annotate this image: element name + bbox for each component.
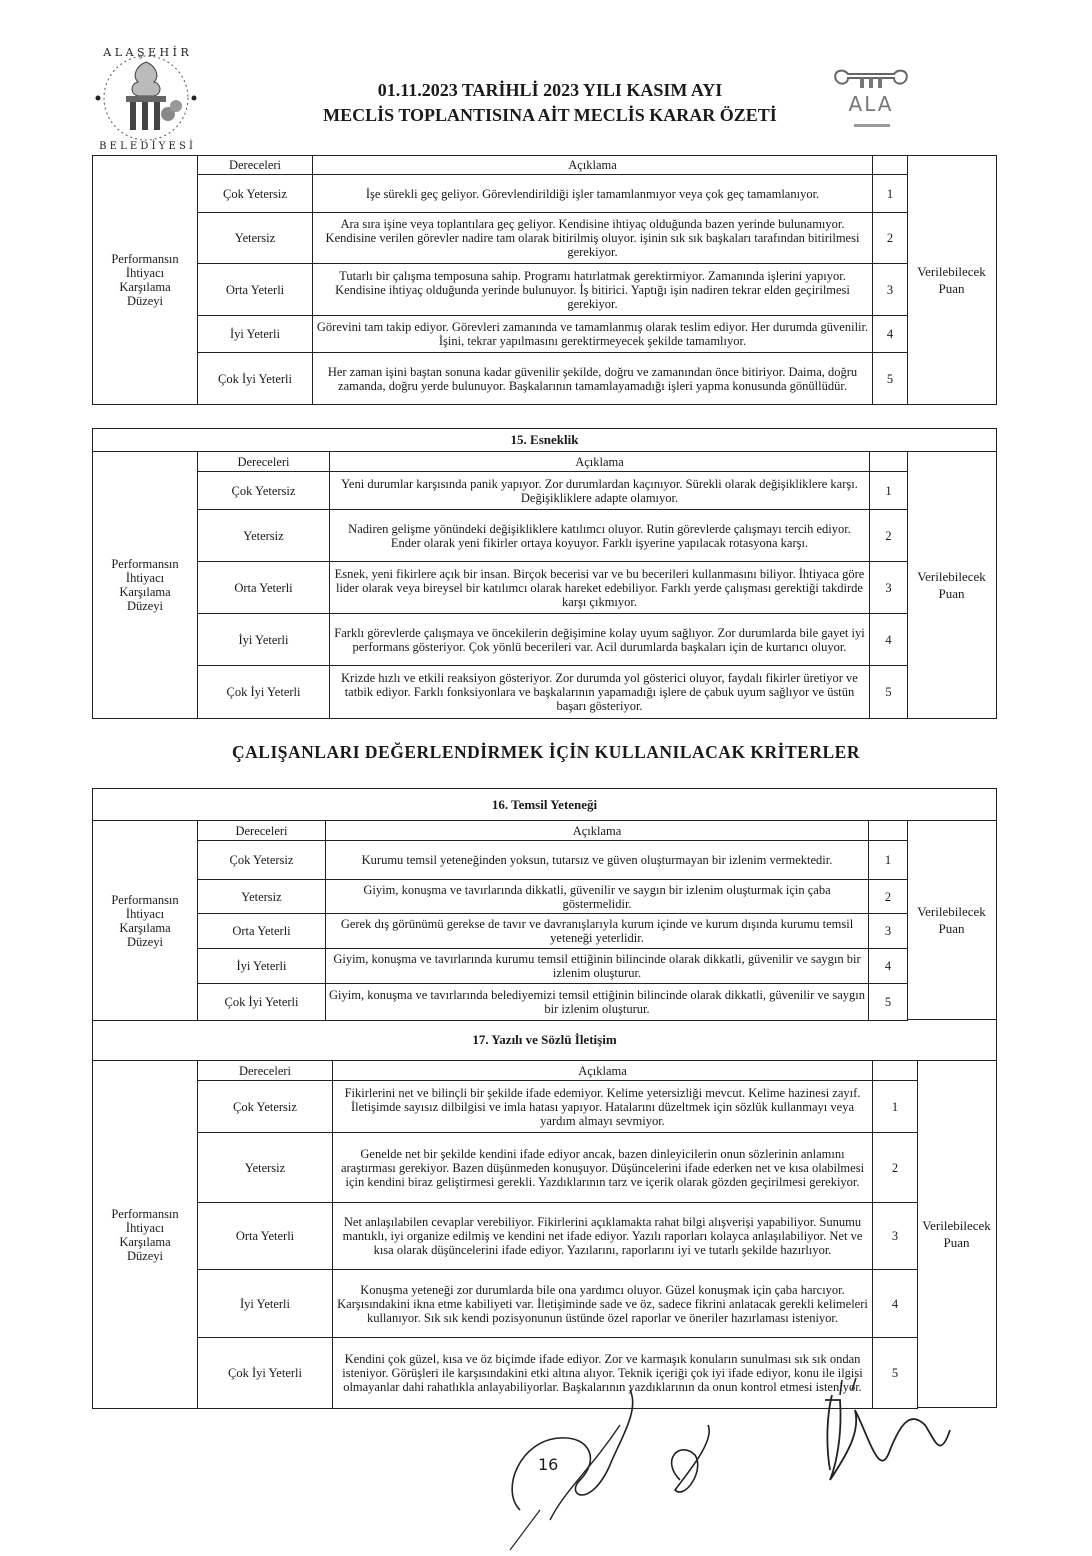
point-value: 4 (873, 1270, 918, 1338)
point-value: 1 (873, 175, 908, 213)
criteria-table-14 (92, 155, 908, 405)
description-header: Açıklama (313, 156, 873, 175)
document-title-line2: MECLİS TOPLANTISINA AİT MECLİS KARAR ÖZETİ (323, 105, 777, 125)
description-cell: İşe sürekli geç geliyor. Görevlendirildiği işler tamamlanmıyor veya çok geç tamamlanıyor. (313, 175, 873, 213)
point-value: 3 (873, 1203, 918, 1270)
degree-header: Dereceleri (198, 1061, 333, 1081)
municipality-seal (92, 40, 200, 152)
point-value: 1 (873, 1081, 918, 1133)
description-cell: Kendini çok güzel, kısa ve öz biçimde ifade ediyor. Zor ve karmaşık konuların sunulması sık sık ondan isteniyor. Görüşleri ile karşısındakini etki altına alıyor. Teknik içeriği çok iyi ifade ediyor, konu ile ilgisi olmayanlar dahi rahatlıkla anlayabiliyorlar. Başkalarının yazdıklarının da onun kontrol etmesi isteniyor. (333, 1338, 873, 1409)
point-value: 1 (870, 472, 908, 510)
grade-label: Çok Yetersiz (198, 841, 326, 880)
grade-label: Orta Yeterli (198, 562, 330, 614)
description-cell: Ara sıra işine veya toplantılara geç geliyor. Kendisine ihtiyaç olduğunda bazen yerinde bulunamıyor. Kendisine verilen görevler nadire tam olarak bitirilmiş oluyor. işinin sık sık başkaları tarafından bitirilmesi gerekiyor. (313, 213, 873, 264)
description-cell: Giyim, konuşma ve tavırlarında dikkatli, güvenilir ve saygın bir izlenim oluşturmak için çaba göstermelidir. (326, 880, 869, 914)
point-value: 4 (873, 316, 908, 353)
description-cell: Esnek, yeni fikirlere açık bir insan. Birçok becerisi var ve bu becerileri kullanmasını biliyor. İhtiyaca göre lider olarak veya bireysel bir katılımcı olarak hareket edebiliyor. Farklı yerde çalışması gerektiği takdirde karşı çıkmıyor. (330, 562, 870, 614)
description-cell: Nadiren gelişme yönündeki değişikliklere katılımcı oluyor. Rutin görevlerde çalışmayı tercih ediyor. Ender olarak yeni fikirler ortaya koyuyor. Farklı işyerine yapılacak rotasyona karşı. (330, 510, 870, 562)
point-value: 5 (873, 1338, 918, 1409)
description-cell: Her zaman işini baştan sonuna kadar güvenilir şekilde, doğru ve zamanından önce bitiriyor. Daima, doğru zamanda, doğru yerde bulunuyor. Başkalarının tamamlayamadığı işleri yapma konusunda gönüllüdür. (313, 353, 873, 405)
grade-label: İyi Yeterli (198, 316, 313, 353)
performance-level-label: Performansın İhtiyacı Karşılama Düzeyi (93, 452, 198, 719)
section-heading: ÇALIŞANLARI DEĞERLENDİRMEK İÇİN KULLANILACAK KRİTERLER (232, 742, 860, 762)
point-value: 4 (870, 614, 908, 666)
grade-label: Orta Yeterli (198, 264, 313, 316)
description-header: Açıklama (333, 1061, 873, 1081)
description-cell: Kurumu temsil yeteneğinden yoksun, tutarsız ve güven oluşturmayan bir izlenim vermektedir. (326, 841, 869, 880)
points-label: Verilebilecek Puan (907, 155, 997, 405)
grade-label: Yetersiz (198, 213, 313, 264)
ala-logo (830, 66, 912, 134)
description-cell: Krizde hızlı ve etkili reaksiyon gösteriyor. Zor durumda yol gösterici oluyor, faydalı fikirler üretiyor ve tatbik ediyor. Farklı fonksiyonlara ve başkalarının yapamadığı işlere de çabuk uyum sağlıyor ve üstün başarı gösteriyor. (330, 666, 870, 719)
criteria-table-15 (92, 451, 908, 719)
point-value: 2 (870, 510, 908, 562)
performance-level-label: Performansın İhtiyacı Karşılama Düzeyi (93, 821, 198, 1021)
description-cell: Yeni durumlar karşısında panik yapıyor. Zor durumlardan kaçınıyor. Sürekli olarak değişikliklere karşı. Değişikliklere adapte olamıyor. (330, 472, 870, 510)
grade-label: İyi Yeterli (198, 614, 330, 666)
svg-text:ALA: ALA (848, 92, 894, 116)
grade-label: İyi Yeterli (198, 1270, 333, 1338)
description-cell: Fikirlerini net ve bilinçli bir şekilde ifade edemiyor. Kelime yetersizliği mevcut. Kelime hazinesi zayıf. İletişimde sayısız dilbilgisi ve imla hatası yapıyor. Hatalarını düzeltmek için sözlük kullanmayı veya yardım almayı sevmiyor. (333, 1081, 873, 1133)
page-number: 16 (538, 1455, 559, 1474)
performance-level-label: Performansın İhtiyacı Karşılama Düzeyi (93, 1061, 198, 1409)
grade-label: Yetersiz (198, 1133, 333, 1203)
svg-text:B E L E D İ Y E S İ: B E L E D İ Y E S İ (99, 141, 193, 152)
points-label: Verilebilecek Puan (907, 451, 997, 719)
description-cell: Gerek dış görünümü gerekse de tavır ve davranışlarıyla kurum içinde ve kurum dışında kurumu temsil yeteneği yeterlidir. (326, 914, 869, 949)
grade-label: Yetersiz (198, 510, 330, 562)
description-cell: Giyim, konuşma ve tavırlarında belediyemizi temsil ettiğinin bilincinde olarak dikkatli, güvenilir ve saygın bir izlenim oluşturur. (326, 984, 869, 1021)
point-value: 3 (873, 264, 908, 316)
points-label: Verilebilecek Puan (907, 820, 997, 1020)
grade-label: Çok Yetersiz (198, 1081, 333, 1133)
grade-label: Çok Yetersiz (198, 472, 330, 510)
svg-text:A L A Ş E H İ R: A L A Ş E H İ R (103, 46, 189, 59)
point-value: 2 (873, 213, 908, 264)
point-value: 5 (869, 984, 908, 1021)
description-cell: Tutarlı bir çalışma temposuna sahip. Programı hatırlatmak gerektirmiyor. Zamanında işlerini yapıyor. Kendisine ihtiyaç olduğunda yerinde bulunuyor. İş bitirici. Yaptığı işin nadiren tekrar elden geçirilmesi gerekiyor. (313, 264, 873, 316)
grade-label: Çok İyi Yeterli (198, 353, 313, 405)
point-value: 3 (869, 914, 908, 949)
degree-header: Dereceleri (198, 821, 326, 841)
criteria-table-17 (92, 1060, 918, 1409)
description-cell: Giyim, konuşma ve tavırlarında kurumu temsil ettiğinin bilincinde olarak dikkatli, güvenilir ve saygın bir izlenim oluşturur. (326, 949, 869, 984)
description-header: Açıklama (330, 452, 870, 472)
point-value: 2 (869, 880, 908, 914)
signatures (480, 1370, 980, 1556)
grade-label: Çok İyi Yeterli (198, 666, 330, 719)
degree-header: Dereceleri (198, 156, 313, 175)
point-value: 3 (870, 562, 908, 614)
grade-label: Çok İyi Yeterli (198, 1338, 333, 1409)
grade-label: Çok Yetersiz (198, 175, 313, 213)
description-cell: Konuşma yeteneği zor durumlarda bile ona yardımcı oluyor. Güzel konuşmak için çaba harcıyor. Karşısındakini ikna etme kabiliyeti var. İletişiminde sade ve öz, sadece fikrini anlatacak gerekli kelimeleri kullanıyor. Sık sık kendi pozisyonunun üstünde özel raporlar ve öneriler hazırlaması isteniyor. (333, 1270, 873, 1338)
criterion-title-temsil: 16. Temsil Yeteneği (92, 788, 997, 821)
description-cell: Farklı görevlerde çalışmaya ve öncekilerin değişimine kolay uyum sağlıyor. Zor durumlarda bile gayet iyi performans gösteriyor. Çok yönlü becerileri var. Acil durumlarda başkaları için de kurtarıcı oluyor. (330, 614, 870, 666)
point-value: 5 (873, 353, 908, 405)
document-title-line1: 01.11.2023 TARİHLİ 2023 YILI KASIM AYI (377, 80, 723, 100)
degree-header: Dereceleri (198, 452, 330, 472)
description-header: Açıklama (326, 821, 869, 841)
grade-label: İyi Yeterli (198, 949, 326, 984)
grade-label: Orta Yeterli (198, 1203, 333, 1270)
points-label: Verilebilecek Puan (917, 1060, 997, 1408)
description-cell: Genelde net bir şekilde kendini ifade ediyor ancak, bazen dinleyicilerin onun sözlerinin anlamını araştırması gerekiyor. Bazen düşünmeden konuşuyor. Düşüncelerini ifade ederken net ve kısa olabilmesi için kendini biraz geliştirmesi gerekli. Yazdıklarının tarz ve içerik olarak gözden geçirilmesi gerekiyor. (333, 1133, 873, 1203)
description-cell: Görevini tam takip ediyor. Görevleri zamanında ve tamamlanmış olarak teslim ediyor. Her durumda güvenilir. İşini, tekrar yapılmasını gerektirmeyecek şekilde tamamlıyor. (313, 316, 873, 353)
description-cell: Net anlaşılabilen cevaplar verebiliyor. Fikirlerini açıklamakta rahat bilgi alışverişi yapabiliyor. Sunumu mantıklı, iyi organize edilmiş ve kendini net ifade ediyor. Yazılı raporları kolayca anlaşılabiliyor. Net ve kısa olarak düşüncelerini ifade ediyor. Yazılarını, raporlarını iyi ve tutarlı şekilde hazırlıyor. (333, 1203, 873, 1270)
performance-level-label: Performansın İhtiyacı Karşılama Düzeyi (93, 156, 198, 405)
grade-label: Yetersiz (198, 880, 326, 914)
point-value: 4 (869, 949, 908, 984)
grade-label: Orta Yeterli (198, 914, 326, 949)
grade-label: Çok İyi Yeterli (198, 984, 326, 1021)
criteria-table-16 (92, 820, 908, 1021)
point-value: 5 (870, 666, 908, 719)
point-value: 2 (873, 1133, 918, 1203)
criterion-title-iletisim: 17. Yazılı ve Sözlü İletişim (92, 1020, 997, 1061)
criterion-title-esneklik: 15. Esneklik (92, 428, 997, 452)
point-value: 1 (869, 841, 908, 880)
